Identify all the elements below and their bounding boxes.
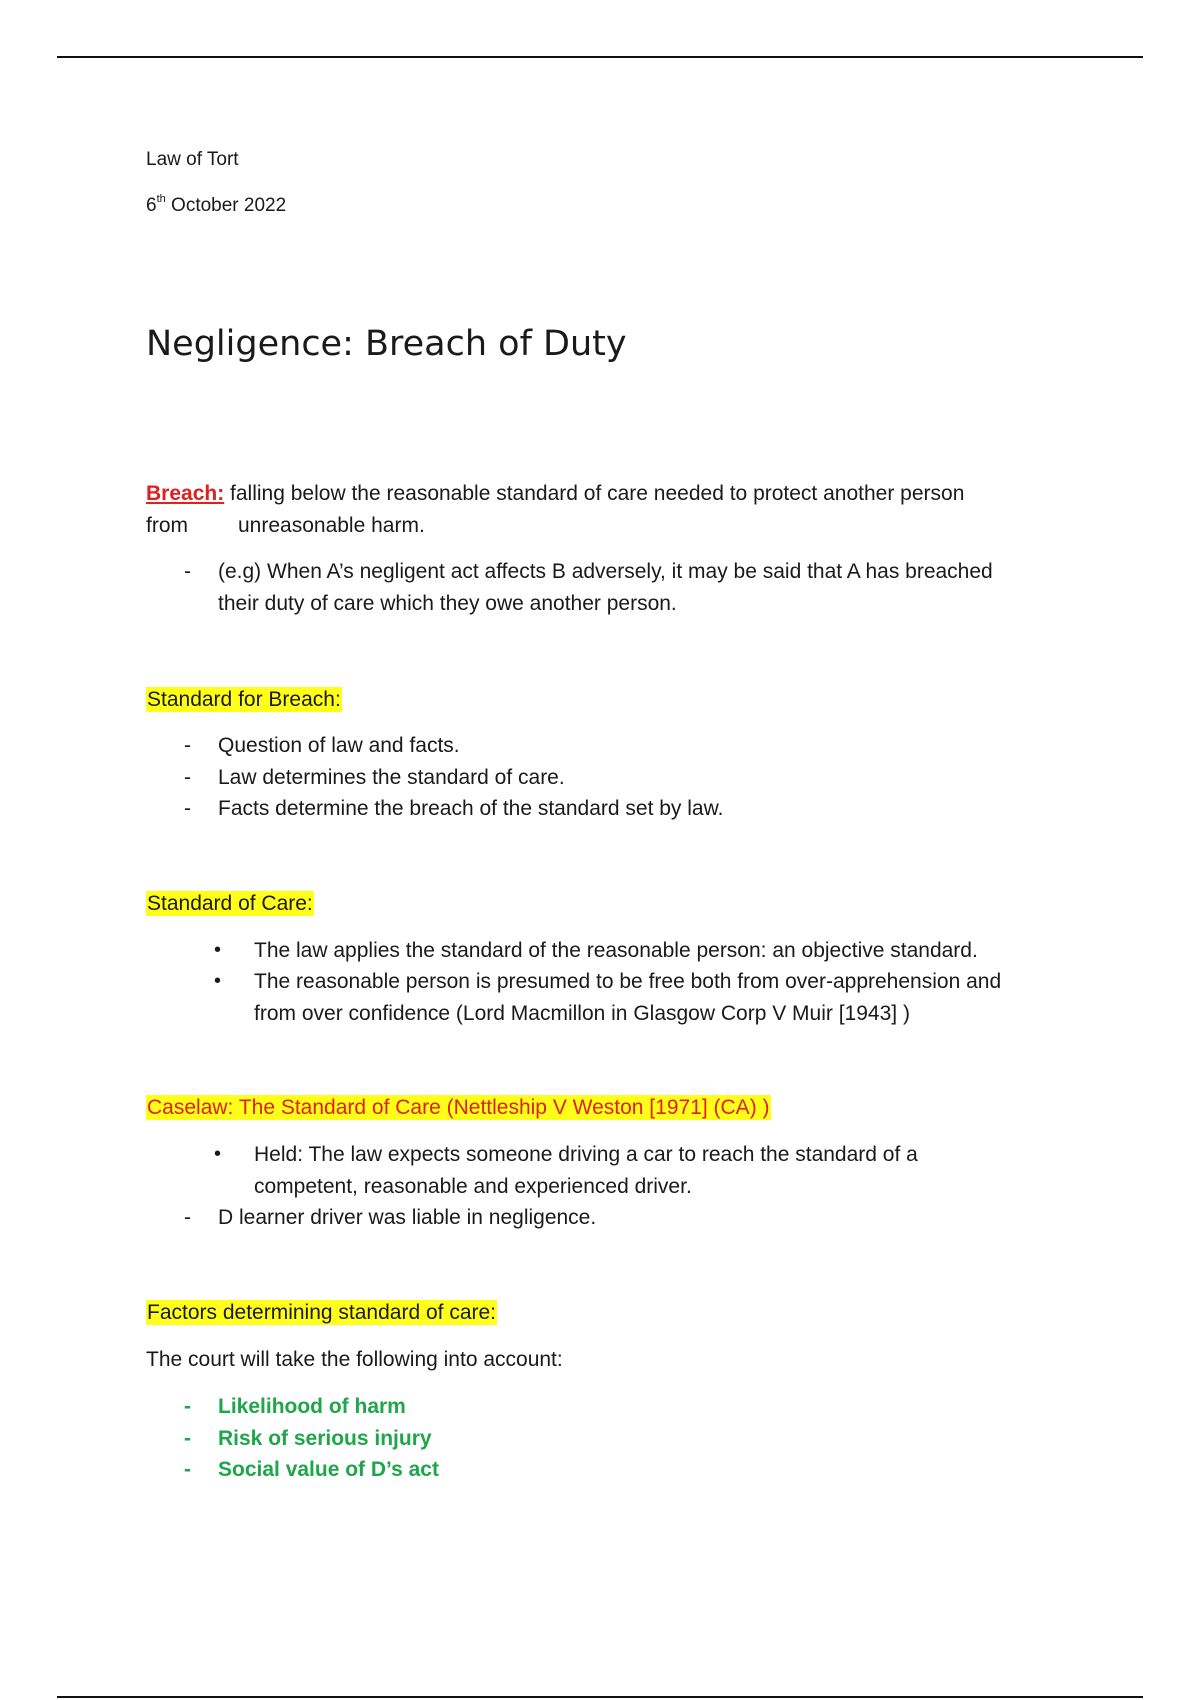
- factors-intro: The court will take the following into account:: [146, 1348, 563, 1371]
- list-item-cont: from over confidence (Lord Macmillon in Glasgow Corp V Muir [1943] ): [254, 1002, 910, 1025]
- list-item: Question of law and facts.: [218, 734, 460, 757]
- dash-marker: -: [184, 1427, 191, 1450]
- dash-marker: -: [184, 734, 191, 757]
- bullet-marker: •: [214, 970, 222, 992]
- bullet-marker: •: [214, 939, 222, 961]
- list-item: Social value of D’s act: [218, 1458, 439, 1481]
- standard-for-breach-heading: Standard for Breach:: [147, 688, 341, 711]
- dash-marker: -: [184, 1458, 191, 1481]
- list-item-cont: competent, reasonable and experienced driver.: [254, 1175, 692, 1198]
- dash-marker: -: [184, 1206, 191, 1229]
- list-item: D learner driver was liable in negligence.: [218, 1206, 597, 1229]
- dash-marker: -: [184, 766, 191, 789]
- breach-example: (e.g) When A’s negligent act affects B adversely, it may be said that A has breached: [218, 560, 993, 583]
- list-item: Likelihood of harm: [218, 1395, 406, 1418]
- breach-example-cont: their duty of care which they owe another person.: [218, 592, 677, 615]
- list-item: Risk of serious injury: [218, 1427, 432, 1450]
- caselaw-heading: Caselaw: The Standard of Care (Nettleship V Weston [1971] (CA) ): [147, 1096, 770, 1119]
- dash-marker: -: [184, 797, 191, 820]
- factors-heading: Factors determining standard of care:: [147, 1301, 497, 1324]
- list-item: Law determines the standard of care.: [218, 766, 565, 789]
- bottom-rule: [57, 1696, 1143, 1698]
- list-item: The law applies the standard of the reasonable person: an objective standard.: [254, 939, 978, 962]
- list-item: The reasonable person is presumed to be free both from over-apprehension and: [254, 970, 1002, 993]
- top-rule: [57, 56, 1143, 58]
- dash-marker: -: [184, 1395, 191, 1418]
- breach-term: Breach:: [146, 482, 225, 505]
- bullet-marker: •: [214, 1143, 222, 1165]
- breach-definition-cont: from unreasonable harm.: [146, 514, 425, 537]
- page-title: Negligence: Breach of Duty: [146, 324, 627, 364]
- list-item: Facts determine the breach of the standard set by law.: [218, 797, 724, 820]
- list-item: Held: The law expects someone driving a car to reach the standard of a: [254, 1143, 918, 1166]
- standard-of-care-heading: Standard of Care:: [147, 892, 313, 915]
- document-date: 6th October 2022: [146, 192, 287, 216]
- dash-marker: -: [184, 560, 191, 583]
- breach-definition: Breach: falling below the reasonable standard of care needed to protect another person: [146, 482, 965, 505]
- course-name: Law of Tort: [146, 149, 239, 170]
